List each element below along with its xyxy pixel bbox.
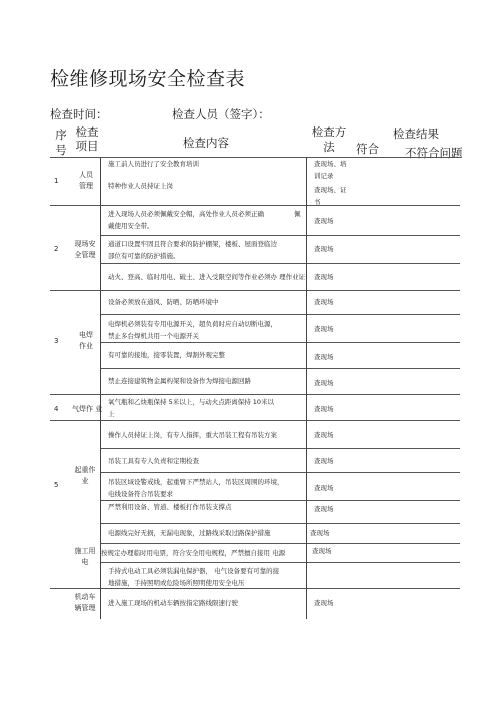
check-content-line: 严禁利用设备、管道、楼板打作吊装支撑点	[108, 503, 232, 511]
check-content-line: 特种作业人员持证上岗	[108, 182, 173, 190]
check-content	[108, 349, 225, 361]
check-content-line: 进入现场人员必须佩戴安全帽，高处作业人员必须正确	[108, 210, 264, 218]
check-content	[108, 455, 199, 467]
check-content-line: 禁止多台焊机共用一个电源开关	[108, 332, 199, 340]
row-rule	[100, 235, 460, 236]
check-content-line: 氧气瓶和乙炔瓶保持 5米以上，与动火点距离保持 10米以	[108, 398, 275, 406]
check-content	[108, 565, 279, 589]
inspection-time-label: 检查时间：	[50, 107, 108, 121]
check-content-extra: 佩	[294, 210, 301, 218]
row-rule	[100, 543, 460, 544]
check-content-line: 地措施，手持照明或危险场所照明使用安全电压	[108, 579, 245, 587]
header-result: 检查结果	[393, 127, 439, 141]
header-item-line2: 项目	[75, 139, 99, 153]
section-item	[73, 170, 99, 192]
header-item-line1: 检查	[75, 125, 99, 139]
check-method-line: 查现场、证	[314, 186, 347, 194]
check-method-line: 查现场	[314, 245, 334, 253]
check-method-line: 书	[314, 198, 321, 206]
check-content-line: 动火、登高、临时用电、破土、进入受限空间等作业必须办 理作业证	[108, 273, 306, 281]
section-item-line: 施工用	[74, 547, 96, 555]
check-content-line: 通道口设置牢固且符合要求的防护棚架，楼板、屋面登临边	[108, 240, 277, 248]
header-seq-line1: 序	[55, 128, 67, 142]
check-content-line: 操作人员持证上岗，有专人指挥，重大吊装工程有吊装方案	[108, 431, 277, 439]
section-item	[70, 239, 100, 261]
row-rule	[50, 420, 460, 421]
check-content-line: 按规定办理临时用电票，符合安全用电规程，严禁擅自接用 电源	[101, 549, 286, 557]
check-content	[101, 547, 285, 559]
check-method-line: 查现场	[314, 273, 334, 281]
section-seq: 3	[54, 337, 59, 345]
check-content	[108, 597, 238, 609]
check-method	[314, 271, 334, 283]
check-method-line: 查现场	[312, 547, 332, 555]
row-rule	[100, 368, 460, 369]
header-item	[72, 125, 102, 153]
check-method	[314, 455, 334, 467]
section-item-line: 起重作	[74, 466, 96, 474]
check-content	[108, 527, 271, 539]
row-rule	[50, 394, 460, 395]
check-content-line: 有可靠的接地，接零装置，焊割外观完整	[108, 351, 225, 359]
check-content-line: 手持式电动工具必须装漏电保护器， 电气设备要有可靠的接	[108, 567, 280, 575]
header-method	[309, 125, 349, 155]
section-item-line: 作业	[79, 342, 93, 350]
check-method	[312, 545, 332, 557]
check-method	[314, 184, 347, 208]
check-method	[314, 351, 334, 363]
check-content-line: 部位有可靠的防护措施。	[108, 252, 180, 260]
check-method	[314, 296, 334, 308]
section-item-line: 辆管理	[74, 604, 96, 612]
check-method-line: 查现场	[314, 599, 334, 607]
check-content-line: 进入施工现场的机动车辆按指定路线限速行驶	[108, 599, 238, 607]
row-rule	[100, 263, 460, 264]
section-item-line: 业	[81, 477, 89, 485]
header-nonconform: 不符合问题	[405, 146, 463, 160]
document-title: 检维修现场安全检查表	[50, 68, 246, 90]
header-method-line2: 法	[323, 140, 335, 154]
check-method	[314, 377, 334, 389]
check-method	[314, 243, 334, 255]
check-content-line: 吊装工具有专人负责和定期检查	[108, 457, 199, 465]
section-seq: 1	[54, 177, 59, 185]
row-rule	[100, 562, 460, 563]
check-content-line: 禁止连接建筑物金属构架和设备作为焊接电源回路	[108, 377, 251, 385]
check-content	[108, 429, 277, 441]
section-item-line: 机动车	[74, 593, 96, 601]
row-rule	[50, 290, 460, 291]
check-method-line: 查现场	[314, 353, 334, 361]
check-content	[108, 296, 219, 308]
section-item-line: 管理	[79, 182, 93, 190]
check-content	[108, 318, 277, 342]
header-conform: 符合	[356, 142, 379, 156]
check-content	[108, 180, 173, 192]
check-content	[108, 158, 199, 170]
check-content-line: 戴使用安全带。	[108, 222, 154, 230]
check-content-line: 吊装区域设警戒线，起重臂下严禁站人，吊装区周围的环境，	[108, 478, 284, 486]
check-method	[314, 158, 347, 182]
section-item-line: 全管理	[74, 251, 96, 259]
check-method	[314, 323, 334, 335]
section-seq: 2	[54, 245, 59, 253]
header-method-line1: 检查方	[311, 125, 347, 139]
check-method-line: 查现场	[314, 505, 334, 513]
section-seq: 5	[54, 481, 59, 489]
section-item-line: 现场安	[74, 240, 96, 248]
check-method-line: 查现场	[314, 298, 334, 306]
check-method-line: 查现场	[314, 217, 334, 225]
check-content-line: 电线设备符合吊装要求	[108, 490, 173, 498]
header-seq-line2: 号	[55, 143, 67, 157]
check-method	[314, 429, 334, 441]
check-method	[314, 597, 334, 609]
check-method	[314, 215, 334, 227]
check-method-line: 查现场	[314, 325, 334, 333]
check-method-line: 查现场	[314, 457, 334, 465]
check-method-line: 查现场	[314, 405, 334, 413]
section-item	[70, 465, 100, 487]
check-method	[310, 527, 330, 539]
row-rule	[100, 472, 460, 473]
row-rule	[50, 205, 460, 206]
section-item	[70, 546, 100, 568]
check-content-line: 上	[108, 410, 115, 418]
check-content	[108, 375, 251, 387]
check-method-line: 训记录	[314, 172, 334, 180]
section-item-line: 电焊	[79, 331, 93, 339]
check-content	[108, 208, 264, 232]
check-method-line: 查现场	[314, 431, 334, 439]
section-item	[72, 404, 102, 415]
check-method	[314, 503, 334, 515]
check-method	[314, 482, 334, 494]
row-rule	[100, 448, 460, 449]
row-rule	[100, 314, 460, 315]
check-method-line: 查现场	[314, 379, 334, 387]
check-content-line: 设备必须放在通风、防晒、防晒环境中	[108, 298, 219, 306]
row-rule	[100, 342, 460, 343]
check-content	[108, 476, 284, 500]
check-content	[108, 271, 305, 283]
check-method	[314, 403, 334, 415]
check-content-line: 施工前人员进行了安全教育培训	[108, 160, 199, 168]
inspector-signature-label: 检查人员（签字）：	[172, 107, 270, 121]
header-content: 检查内容	[183, 136, 229, 150]
section-item	[73, 330, 99, 352]
check-method-line: 查现场	[310, 529, 330, 537]
row-rule	[100, 523, 460, 524]
header-seq	[50, 128, 72, 158]
check-content	[108, 501, 232, 513]
section-seq: 4	[54, 405, 59, 413]
section-item-line: 气焊作 业	[72, 405, 103, 413]
check-content	[108, 396, 274, 420]
section-item-line: 人员	[79, 171, 93, 179]
check-content	[108, 238, 277, 262]
section-item-line: 电	[81, 558, 89, 566]
check-content-line: 电焊机必须装有专用电源开关，超负荷时应自动切断电源，	[108, 320, 277, 328]
check-content-line: 电源线完好无损，无漏电现象，过路线采取过路保护措施	[108, 529, 271, 537]
check-method-line: 查现场	[314, 484, 334, 492]
section-item	[70, 592, 100, 614]
column-rule	[306, 157, 307, 619]
check-method-line: 查现场、培	[314, 160, 347, 168]
